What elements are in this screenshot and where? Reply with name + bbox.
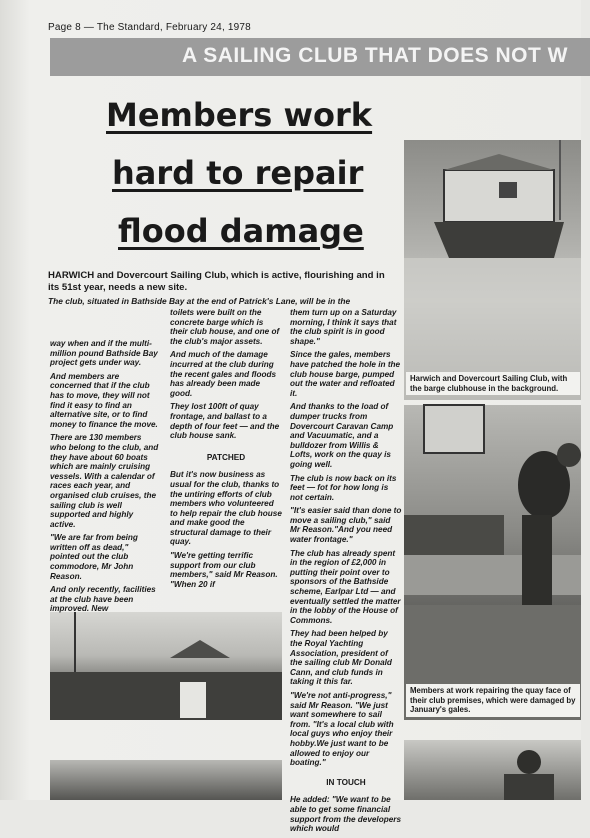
paragraph: "It's easier said than done to move a sailing club," said Mr Reason."And you need water frontage." [290,506,402,545]
lede-paragraph: The club, situated in Bathside Bay at the end of Patrick's Lane, will be in the [48,296,351,306]
paragraph: And members are concerned that if the club has to move, they will not find it easy to find an alternative site, or to find money to finance the move. [50,371,158,429]
section-banner [50,38,590,76]
intro-paragraph: HARWICH and Dovercourt Sailing Club, which is active, flourishing and in its 51st year, needs a new site. [48,270,385,293]
subheading-in-touch: IN TOUCH [326,777,366,787]
workers-illustration [404,405,581,720]
paragraph: There are 130 members who belong to the club, and they have about 60 boats which are mainly cruising vessels. With a calendar of races each year, and organised club cruises, the sailing club is well supported and highly active. [50,433,159,529]
photo-bottom-left [50,760,282,800]
paragraph: "We are far from being written off as dead," pointed out the club commodore, Mr John Reason. [50,533,138,581]
paragraph: And only recently, facilities at the club have been improved. New [50,585,156,614]
paragraph: But it's now business as usual for the club, thanks to the untiring efforts of club members who volunteered to help repair the club house and make good the structural damage to their quay. [170,470,282,547]
photo1-caption: Harwich and Dovercourt Sailing Club, with the barge clubhouse in the background. [406,372,580,395]
column-1 [50,339,160,618]
column-3 [290,308,402,838]
headline-line-1: Members work [106,96,373,134]
paragraph: them turn up on a Saturday morning, I think it says that the club spirit is in good shape." [290,308,397,346]
photo-members-working [404,405,581,720]
paragraph: They lost 100ft of quay frontage, and ballast to a depth of four feet — and the club house sank. [170,402,280,441]
banner-text: A SAILING CLUB THAT DOES NOT W [182,44,568,67]
paragraph: toilets were built on the concrete barge which is their club house, and one of the club's major assets. [170,308,280,346]
paragraph: And much of the damage incurred at the club during the recent gales and floods has already been made good. [170,350,277,398]
photo-quay-landscape [50,612,282,720]
paragraph: He added: "We want to be able to get some financial support from the developers which would [290,795,402,834]
barge-illustration [404,140,581,400]
headline-line-3: flood damage [118,212,364,250]
man-illustration [404,740,581,800]
paragraph: The club has already spent in the region of £2,000 in putting their point over to sponsors of the Bathside scheme, Earlpar Ltd — and eventually settled the matter in the lobby of the House of Commons. [290,548,401,625]
paragraph: "We're not anti-progress," said Mr Reason. "We just want somewhere to sail from. "It's a local club with local guys who enjoy their hobby.We just want to be allowed to enjoy our boating." [290,690,394,768]
column-2 [170,308,282,593]
paragraph: Since the gales, members have patched the hole in the club house barge, pumped out the water and refloated it. [290,350,401,398]
headline-line-2: hard to repair [112,154,364,192]
paragraph: They had been helped by the Royal Yachting Association, president of the sailing club Mr Donald Cann, and club funds in taking it this far. [290,629,392,687]
paragraph: And thanks to the load of dumper trucks from Dovercourt Caravan Camp and Vacuumatic, and a bulldozer from Willis & Lofts, work on the quay is going well. [290,402,394,469]
photo2-caption: Members at work repairing the quay face of their club premises, which were damaged by January's gales. [406,684,580,717]
page-folio: Page 8 — The Standard, February 24, 1978 [48,22,251,33]
paragraph: The club is now back on its feet — fot for how long is not certain. [290,473,397,502]
paragraph: "We're getting terrific support from our club members," said Mr Reason. "When 20 if [170,551,278,589]
quay-illustration [50,612,282,720]
photo-bottom-right [404,740,581,800]
subheading-patched: PATCHED [206,452,246,462]
photo-clubhouse-barge [404,140,581,400]
headline [100,86,400,260]
paragraph: way when and if the multi-million pound Bathside Bay project gets under way. [50,339,158,368]
